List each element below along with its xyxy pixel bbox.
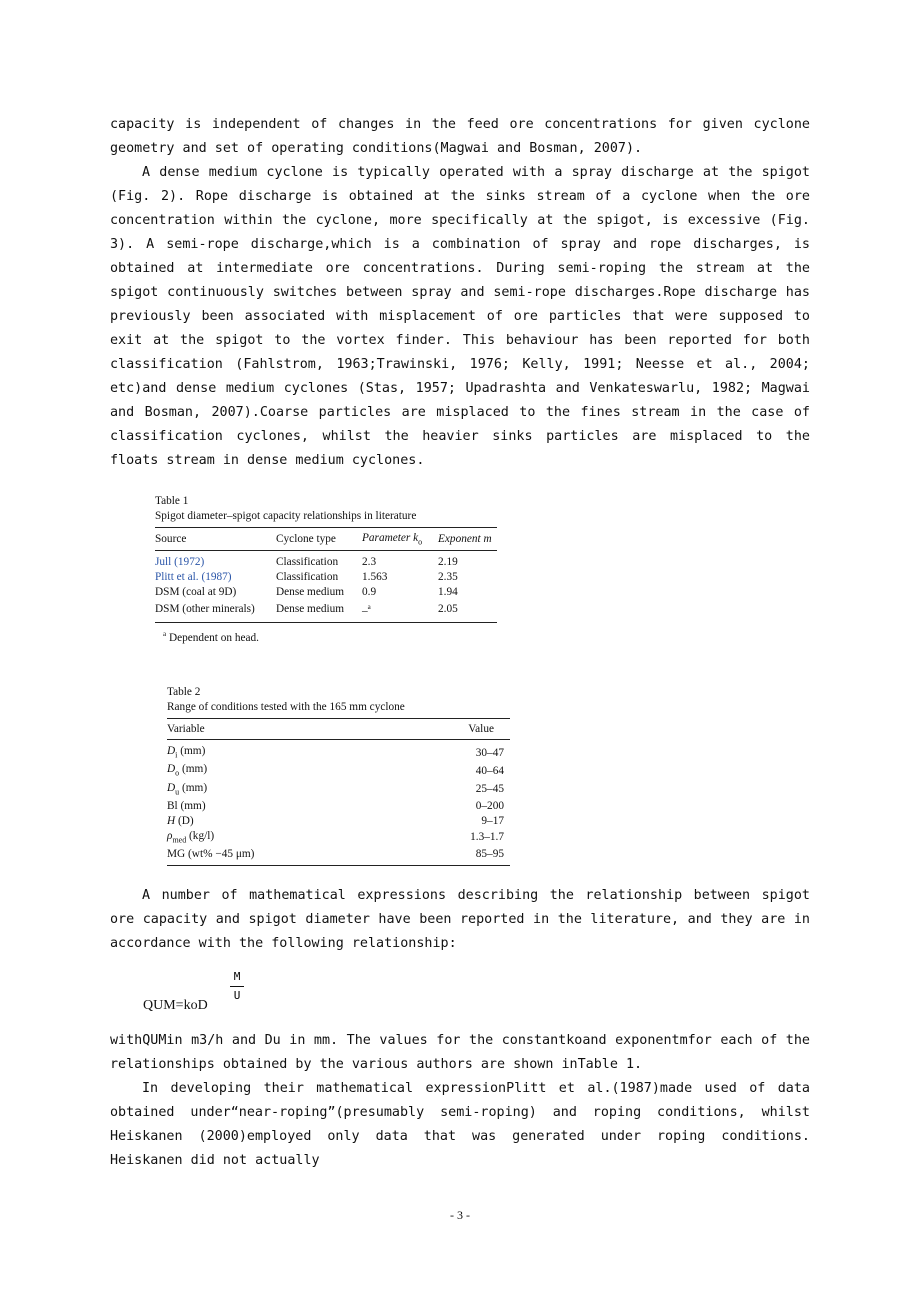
variable-cell xyxy=(167,829,399,847)
table-cell: 2.35 xyxy=(438,571,458,584)
table-row xyxy=(167,829,510,847)
variable-unit: (D) xyxy=(175,814,194,827)
table-row xyxy=(167,847,510,866)
value-cell: 30–47 xyxy=(475,746,504,759)
table-title: Range of conditions tested with the 165 mm cyclone xyxy=(167,701,405,713)
cell-text: – xyxy=(362,605,368,618)
table-row xyxy=(167,814,510,829)
body-text-bottom xyxy=(110,1029,810,1173)
formula: QUM=koD xyxy=(143,998,208,1013)
table-label: Table 2 xyxy=(167,686,201,698)
table-cell: 1.94 xyxy=(438,586,458,599)
variable-unit: (kg/l) xyxy=(186,829,215,842)
variable-symbol: D xyxy=(167,745,176,757)
table-cell: Classification xyxy=(276,571,339,584)
table-row xyxy=(167,762,510,780)
table-row xyxy=(155,551,497,571)
variable-unit: (mm) xyxy=(179,763,208,776)
value-cell: 25–45 xyxy=(475,783,504,796)
table-title: Spigot diameter–spigot capacity relationships in literature xyxy=(155,510,417,522)
value-cell: 9–17 xyxy=(481,814,504,827)
column-header: Cyclone type xyxy=(276,528,362,551)
footnote-marker: a xyxy=(163,630,167,639)
table-cell xyxy=(362,600,438,622)
table-cell: 2.3 xyxy=(362,556,377,569)
variable-cell xyxy=(167,814,399,829)
table-2 xyxy=(167,685,510,866)
variable-subscript: i xyxy=(175,750,178,760)
column-header: Value xyxy=(399,719,510,740)
body-text-mid xyxy=(110,884,810,956)
page-number: - 3 - xyxy=(450,1208,470,1222)
paragraph: A number of mathematical expressions describing the relationship between spigot ore capacity and spigot diameter have been reported in the literature, and they are in accordance with the following relationship: xyxy=(110,888,810,951)
paragraph: A dense medium cyclone is typically operated with a spray discharge at the spigot (Fig. 2). Rope discharge is obtained at the sinks stream of a cyclone when the ore concentration within the cyclone, more specifically at the spigot, is excessive (Fig. 3). A semi-rope discharge,which is a combination of spray and rope discharges, is obtained at intermediate ore concentrations. During semi-roping the stream at the spigot continuously switches between spray and semi-rope discharges.Rope discharge has previously been associated with misplacement of ore particles that were supposed to exit at the spigot to the vortex finder. This behaviour has been reported for both classification (Fahlstrom, 1963;Trawinski, 1976; Kelly, 1991; Neesse et al., 2004; etc)and dense medium cyclones (Stas, 1957; Upadrashta and Venkateswarlu, 1982; Magwai and Bosman, 2007).Coarse particles are misplaced to the fines stream in the case of classification cyclones, whilst the heavier sinks particles are misplaced to the floats stream in dense medium cyclones. xyxy=(110,165,810,468)
table-row xyxy=(155,585,497,600)
variable-cell xyxy=(167,781,399,799)
formula-exponent xyxy=(230,970,244,1003)
value-cell: 0–200 xyxy=(475,799,504,812)
header-subscript: o xyxy=(418,537,423,547)
variable-unit: (mm) xyxy=(179,781,208,794)
variable-symbol: ρ xyxy=(167,829,173,842)
table-cell: DSM (other minerals) xyxy=(155,600,276,622)
column-header xyxy=(362,528,438,551)
table-cell: Classification xyxy=(276,556,339,569)
column-header: Variable xyxy=(167,719,399,740)
table-label: Table 1 xyxy=(155,495,189,507)
table-cell: 2.19 xyxy=(438,556,458,569)
paragraph: In developing their mathematical expressionPlitt et al.(1987)made used of data obtained under“near-roping”(presumably semi-roping) and roping conditions, whilst Heiskanen (2000)employed only data that was generated under roping conditions. Heiskanen did not actually xyxy=(110,1081,810,1168)
table-cell: 0.9 xyxy=(362,586,377,599)
exponent-denominator: U xyxy=(233,989,241,1002)
variable-cell xyxy=(167,799,399,814)
citation-link[interactable]: Plitt et al. (1987) xyxy=(155,571,232,584)
variable-unit: MG (wt% −45 μm) xyxy=(167,848,255,860)
footnote-marker: a xyxy=(367,603,371,612)
table-body xyxy=(167,740,510,866)
variable-subscript: o xyxy=(175,768,180,778)
table-row xyxy=(155,570,497,585)
variable-symbol: H xyxy=(167,814,176,827)
variable-cell xyxy=(167,847,399,866)
variable-subscript: u xyxy=(175,786,180,796)
table-row xyxy=(167,799,510,814)
column-header: Exponent m xyxy=(438,528,497,551)
table-cell: Dense medium xyxy=(276,600,362,622)
value-cell: 40–64 xyxy=(475,764,504,777)
column-header: Source xyxy=(155,528,276,551)
body-text-top xyxy=(110,113,810,473)
table-header-row xyxy=(167,719,510,740)
paragraph: capacity is independent of changes in the feed ore concentrations for given cyclone geometry and set of operating conditions(Magwai and Bosman, 2007). xyxy=(110,117,810,156)
variable-unit: Bl (mm) xyxy=(167,799,206,812)
variable-cell xyxy=(167,762,399,780)
table-cell: 1.563 xyxy=(362,571,388,584)
variable-unit: (mm) xyxy=(177,745,206,757)
table-cell: Dense medium xyxy=(276,586,345,599)
table-footnote xyxy=(155,627,497,646)
value-cell: 1.3–1.7 xyxy=(470,831,504,844)
value-cell: 85–95 xyxy=(399,847,510,866)
data-table xyxy=(155,527,497,623)
table-header-row xyxy=(155,528,497,551)
variable-symbol: D xyxy=(167,781,176,794)
fraction-bar xyxy=(230,986,244,987)
footnote-text: Dependent on head. xyxy=(168,631,259,644)
data-table xyxy=(167,718,510,866)
paragraph: withQUMin m3/h and Du in mm. The values for the constantkoand exponentmfor each of the relationships obtained by the various authors are shown inTable 1. xyxy=(110,1033,810,1072)
table-cell: DSM (coal at 9D) xyxy=(155,586,237,599)
table-row xyxy=(167,740,510,763)
variable-symbol: D xyxy=(167,763,176,776)
table-cell: 2.05 xyxy=(438,600,497,622)
exponent-numerator: M xyxy=(233,970,241,983)
table-row xyxy=(167,781,510,799)
variable-cell xyxy=(167,740,399,763)
header-text: Parameter k xyxy=(362,532,419,544)
variable-subscript: med xyxy=(172,835,187,844)
table-row xyxy=(155,600,497,622)
table-1 xyxy=(155,494,497,646)
citation-link[interactable]: Jull (1972) xyxy=(155,556,205,569)
